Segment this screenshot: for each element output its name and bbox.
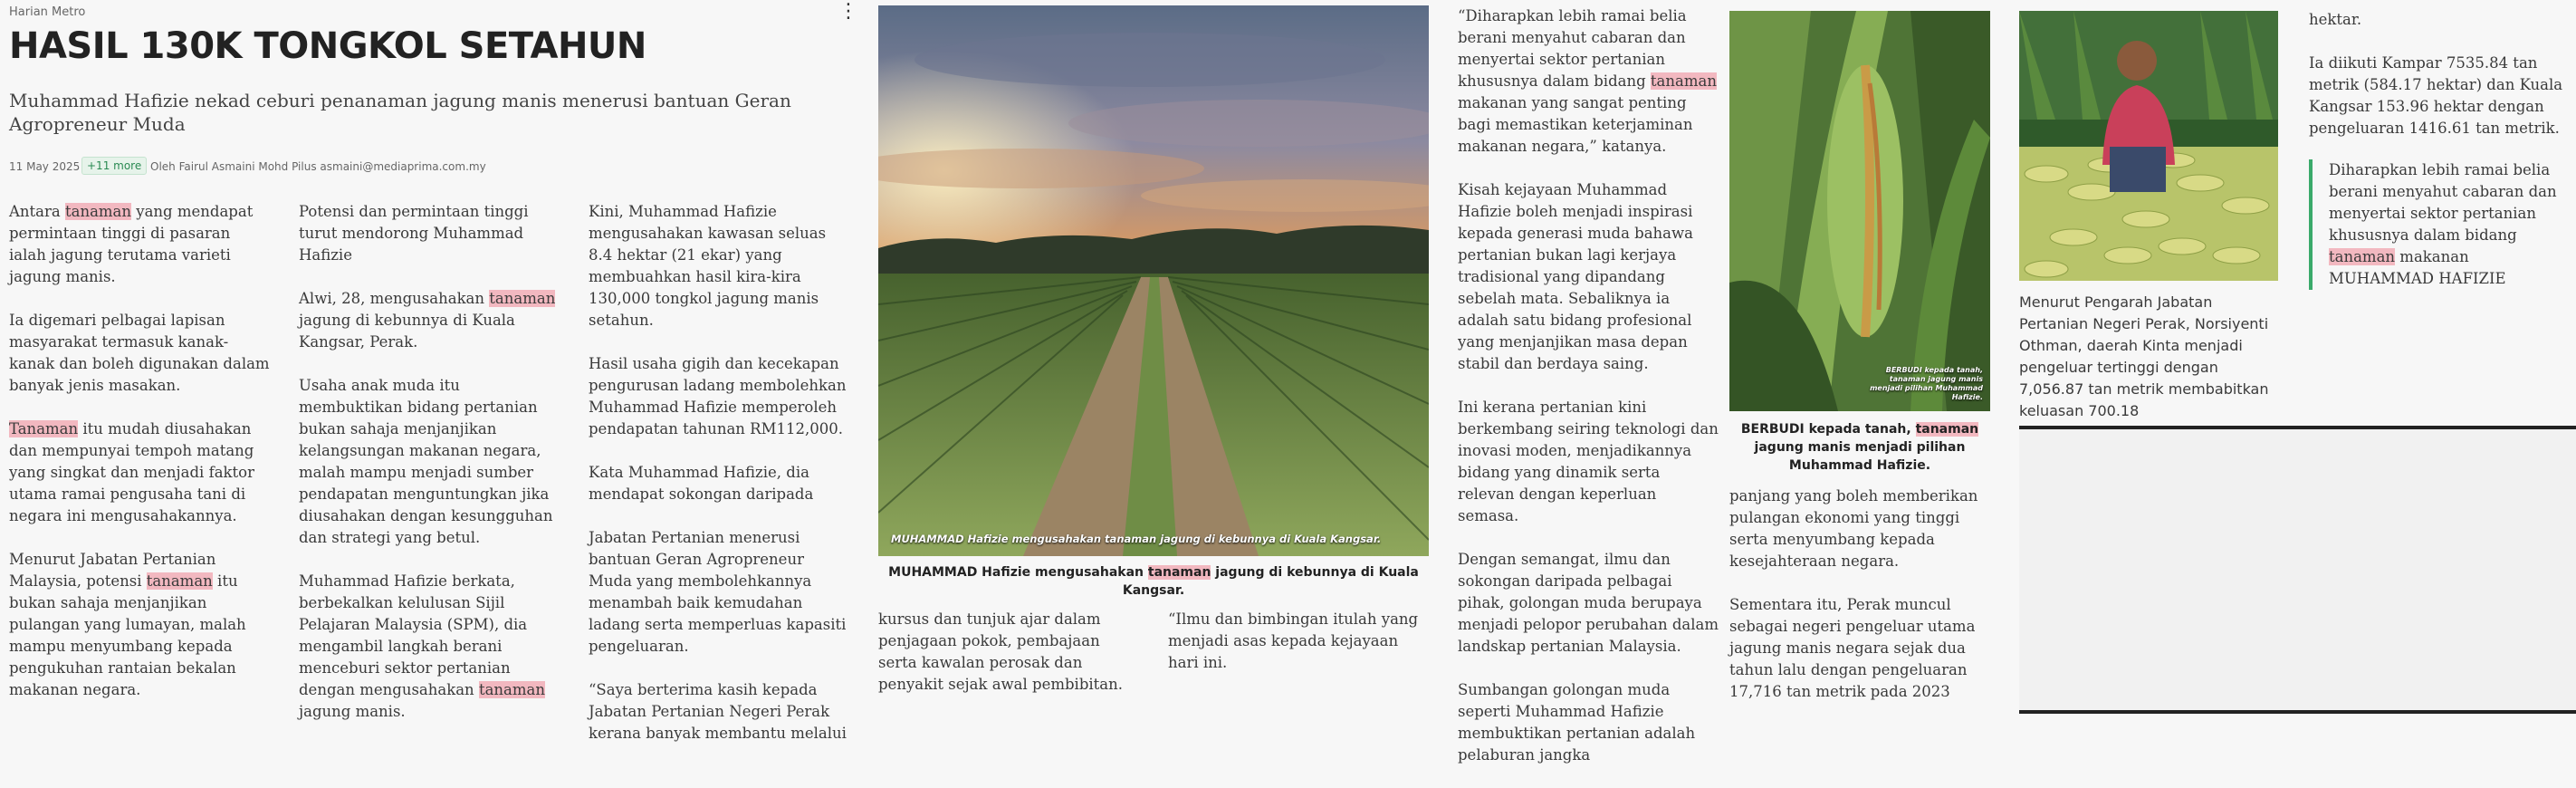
advertisement-box: [2019, 426, 2576, 714]
paragraph: Kini, Muhammad Hafizie mengusahakan kawasan seluas 8.4 hektar (21 ekar) yang membuahkan hasil kira-kira 130,000 tongkol jagung manis setahun.: [589, 203, 827, 329]
highlighted-keyword: tanaman: [1650, 72, 1717, 90]
paragraph: Ia digemari pelbagai lapisan masyarakat termasuk kanak-kanak dan boleh digunakan dalam banyak jenis masakan.: [9, 312, 270, 394]
subheadline: Muhammad Hafizie nekad ceburi penanaman jagung manis menerusi bantuan Geran Agropreneur Muda: [9, 90, 791, 135]
highlighted-keyword: Tanaman: [9, 420, 79, 437]
paragraph: “Ilmu dan bimbingan itulah yang menjadi asas kepada kejayaan hari ini.: [1168, 610, 1419, 671]
paragraph: Kisah kejayaan Muhammad Hafizie boleh menjadi inspirasi kepada generasi muda bahawa pertanian bukan lagi kerjaya tradisional yang dipandang sebelah mata. Sebaliknya ia adalah satu bidang profesional yang menjanjikan masa depan stabil dan berdaya saing.: [1458, 181, 1693, 372]
more-options-icon[interactable]: ⋮: [838, 0, 858, 23]
paragraph: panjang yang boleh memberikan pulangan ekonomi yang tinggi serta menyumbang kepada kesejahteraan negara.: [1729, 487, 1978, 570]
paragraph: Sumbangan golongan muda seperti Muhammad Hafizie membuktikan pertanian adalah pelaburan jangka: [1458, 681, 1696, 764]
paragraph: “Diharapkan lebih ramai belia berani menyahut cabaran dan menyertai sektor pertanian khususnya dalam bidang tanaman makanan yang sangat penting bagi memastikan keterjaminan makanan negara,” katanya.: [1458, 7, 1717, 155]
more-tags-button[interactable]: +11 more: [81, 157, 147, 175]
paragraph: Dengan semangat, ilmu dan sokongan daripada pelbagai pihak, golongan muda berupaya menjadi pelopor perubahan dalam landskap pertanian Malaysia.: [1458, 551, 1719, 655]
highlighted-keyword: tanaman: [489, 290, 556, 307]
corn-plant-photo: [1729, 11, 1990, 411]
paragraph: Tanaman itu mudah diusahakan dan mempunyai tempoh matang yang singkat dan menjadi faktor utama ramai pengusaha tani di negara ini mengusahakannya.: [9, 420, 254, 524]
paragraph: “Saya berterima kasih kepada Jabatan Pertanian Negeri Perak kerana banyak membantu melalui: [589, 681, 847, 742]
article-column-7: [1729, 485, 1992, 725]
farmer-harvest-photo: [2019, 11, 2278, 281]
article-column-2: [299, 201, 561, 745]
photo-caption: BERBUDI kepada tanah, tanaman jagung manis menjadi pilihan Muhammad Hafizie.: [1740, 422, 1979, 473]
paragraph: Muhammad Hafizie berkata, berbekalkan kelulusan Sijil Pelajaran Malaysia (SPM), dia mengambil langkah berani menceburi sektor pertanian dengan mengusahakan tanaman jagung manis.: [299, 572, 545, 720]
article-column-4: [878, 609, 1132, 717]
paragraph: Hasil usaha gigih dan kecekapan pengurusan ladang membolehkan Muhammad Hafizie memperoleh pendapatan tahunan RM112,000.: [589, 355, 847, 437]
paragraph: kursus dan tunjuk ajar dalam penjagaan pokok, pembajaan serta kawalan perosak dan penyakit sejak awal pembibitan.: [878, 610, 1124, 693]
highlighted-keyword: tanaman: [146, 572, 213, 590]
author-byline: Oleh Fairul Asmaini Mohd Pilus asmaini@mediaprima.com.my: [150, 160, 486, 173]
highlighted-keyword: tanaman: [1915, 422, 1979, 437]
publication-name: Harian Metro: [9, 5, 86, 19]
headline: HASIL 130K TONGKOL SETAHUN: [9, 25, 646, 67]
article-column-6: [1458, 5, 1720, 788]
pull-quote: Diharapkan lebih ramai belia berani menyahut cabaran dan menyertai sektor pertanian khususnya dalam bidang tanaman makanan MUHAMMAD HAFIZIE: [2309, 159, 2573, 290]
photo-overlay-caption: BERBUDI kepada tanah, tanaman jagung manis menjadi pilihan Muhammad Hafizie.: [1870, 366, 1983, 401]
paragraph: Sementara itu, Perak muncul sebagai negeri pengeluar utama jagung manis negara sejak dua tahun lalu dengan pengeluaran 17,716 tan metrik pada 2023: [1729, 596, 1976, 700]
photo-overlay-caption: MUHAMMAD Hafizie mengusahakan tanaman jagung di kebunnya di Kuala Kangsar.: [891, 533, 1382, 545]
paragraph: Antara tanaman yang mendapat permintaan tinggi di pasaran ialah jagung terutama varieti jagung manis.: [9, 203, 254, 285]
article-column-8: [2019, 292, 2282, 444]
highlighted-keyword: tanaman: [2329, 248, 2396, 265]
article-column-1: [9, 201, 272, 723]
highlighted-keyword: tanaman: [1147, 565, 1211, 580]
paragraph: Usaha anak muda itu membuktikan bidang pertanian bukan sahaja menjanjikan kelangsungan makanan negara, malah mampu menjadi sumber pendapatan menguntungkan jika diusahakan dengan kesungguhan dan strategi yang betul.: [299, 377, 553, 546]
paragraph: Potensi dan permintaan tinggi turut mendorong Muhammad Hafizie: [299, 203, 529, 264]
paragraph: Jabatan Pertanian menerusi bantuan Geran Agropreneur Muda yang membolehkannya menambah baik kemudahan ladang serta memperluas kapasiti pengeluaran.: [589, 529, 847, 655]
paragraph: hektar.: [2309, 11, 2362, 28]
photo-caption: MUHAMMAD Hafizie mengusahakan tanaman jagung di kebunnya di Kuala Kangsar.: [888, 565, 1419, 598]
highlighted-keyword: tanaman: [478, 681, 545, 698]
paragraph: Menurut Jabatan Pertanian Malaysia, potensi tanaman itu bukan sahaja menjanjikan pulangan yang lumayan, malah mampu menyumbang kepada pengukuhan rantaian bekalan makanan negara.: [9, 551, 246, 698]
farm-road-photo: [878, 5, 1429, 556]
article-column-9: [2309, 9, 2571, 161]
highlighted-keyword: tanaman: [64, 203, 132, 220]
publish-date: 11 May 2025: [9, 160, 81, 173]
paragraph: Ia diikuti Kampar 7535.84 tan metrik (584.17 hektar) dan Kuala Kangsar 153.96 hektar dengan pengeluaran 1416.61 tan metrik.: [2309, 54, 2563, 137]
paragraph: Menurut Pengarah Jabatan Pertanian Negeri Perak, Norsiyenti Othman, daerah Kinta menjadi pengeluar tertinggi dengan 7,056.87 tan metrik membabitkan keluasan 700.18: [2019, 293, 2269, 419]
paragraph: Ini kerana pertanian kini berkembang seiring teknologi dan inovasi moden, menjadikannya bidang yang dinamik serta relevan dengan keperluan semasa.: [1458, 399, 1719, 524]
article-column-5: [1168, 609, 1422, 696]
paragraph: Alwi, 28, mengusahakan tanaman jagung di kebunnya di Kuala Kangsar, Perak.: [299, 290, 556, 351]
paragraph: Kata Muhammad Hafizie, dia mendapat sokongan daripada: [589, 464, 814, 503]
article-column-3: [589, 201, 851, 766]
